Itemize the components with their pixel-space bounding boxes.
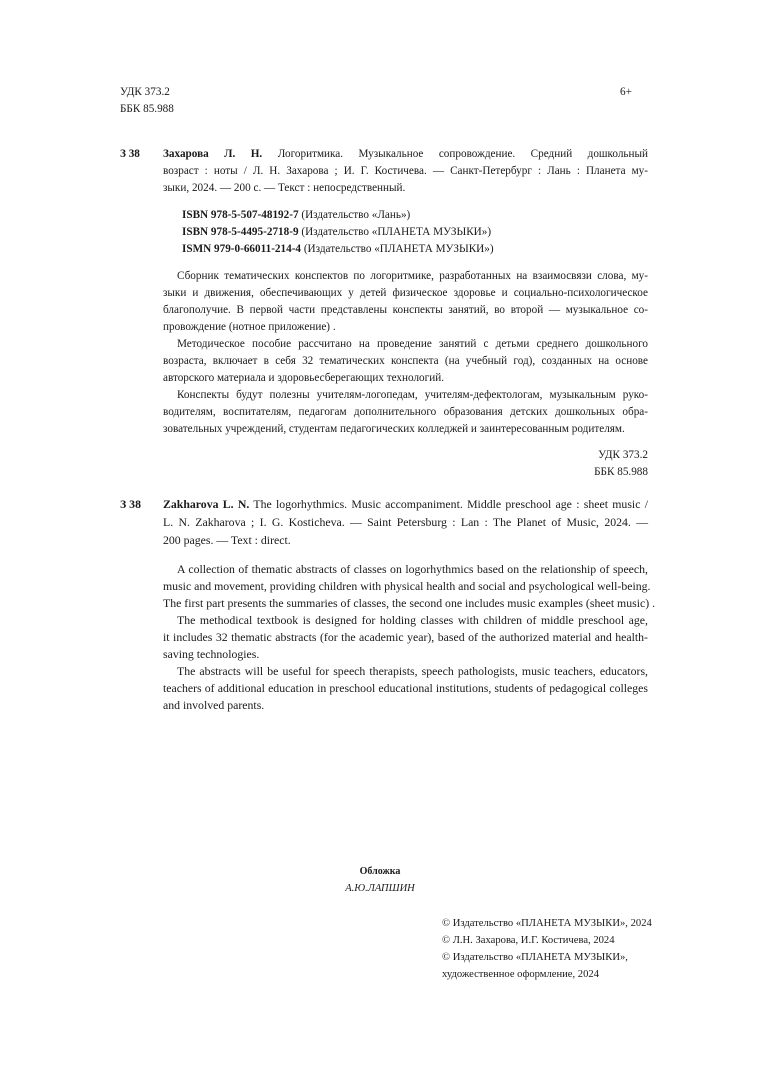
en-abstract-line: it includes 32 thematic abstracts (for the academic year), based of the authorized material and health- — [163, 630, 648, 644]
en-abstract-line: teachers of additional education in preschool educational institutions, students of pedagogical colleges — [163, 681, 648, 695]
en-abstract-line: The abstracts will be useful for speech therapists, speech pathologists, music teachers, educators, — [177, 664, 648, 678]
ru-abstract-line: водителям, воспитателям, педагогам дополнительного образования детских дошкольных обра- — [163, 406, 648, 418]
ru-abstract-line: провождение (нотное приложение) . — [163, 321, 336, 333]
en-abstract — [163, 561, 656, 714]
isbn-label: ISBN — [182, 209, 209, 221]
isbn-publisher: (Издательство «ПЛАНЕТА МУЗЫКИ») — [301, 226, 492, 238]
en-entry-code: З 38 — [120, 497, 141, 511]
ru-abstract — [163, 268, 648, 438]
isbn-number: 978-5-507-48192-7 — [210, 209, 299, 221]
ru-abstract-line: авторского материала и здоровьесберегающих технологий. — [163, 372, 444, 384]
copyright-line: © Л.Н. Захарова, И.Г. Костичева, 2024 — [442, 935, 615, 946]
en-entry-title: The logorhythmics. Music accompaniment. Middle preschool age : sheet music / — [253, 497, 648, 511]
en-abstract-line: music and movement, providing children with physical health and social and psychological well-being. — [163, 579, 651, 593]
isbn-label: ISBN — [182, 226, 209, 238]
en-abstract-line: and involved parents. — [163, 698, 265, 712]
ru-abstract-line: зовательных учреждений, студентам педагогических колледжей и заинтересованным родителям. — [163, 423, 625, 435]
ismn-publisher: (Издательство «ПЛАНЕТА МУЗЫКИ») — [303, 243, 494, 255]
udk-code: УДК 373.2 — [120, 86, 170, 98]
ru-entry-author: Захарова Л. Н. — [163, 148, 263, 160]
cover-credit — [310, 863, 450, 897]
ismn-number: 979-0-66011-214-4 — [214, 243, 302, 255]
en-entry-author: Zakharova L. N. — [163, 497, 250, 511]
en-abstract-line: The methodical textbook is designed for holding classes with children of middle preschool age, — [177, 613, 648, 627]
ru-abstract-line: зыки и движения, обеспечивающих у детей физическое здоровье и социально-психологическое — [163, 287, 648, 299]
isbn-row — [182, 225, 494, 240]
ru-abstract-line: возраста, включает в себя 32 тематических конспекта (на учебный год), созданных на основе — [163, 355, 648, 367]
ru-entry-line-3: зыки, 2024. — 200 с. — Текст : непосредственный. — [163, 182, 406, 194]
ru-abstract-line: Методическое пособие рассчитано на проведение занятий с детьми среднего дошкольного — [177, 338, 648, 350]
ru-entry-line-2: возраст : ноты / Л. Н. Захарова ; И. Г. Костичева. — Санкт-Петербург : Лань : Планета му- — [163, 165, 648, 177]
bbk-code: ББК 85.988 — [120, 103, 174, 115]
ru-entry-line-1 — [163, 146, 648, 163]
en-entry-line-2: L. N. Zakharova ; I. G. Kosticheva. — Saint Petersburg : Lan : The Planet of Music, 2024. — — [163, 515, 648, 529]
ru-abstract-line: Сборник тематических конспектов по логоритмике, разработанных на взаимосвязи слова, му- — [177, 270, 648, 282]
en-abstract-line: The first part presents the summaries of classes, the second one includes music examples (sheet music) . — [163, 596, 656, 610]
bbk-code-right: ББК 85.988 — [594, 466, 648, 478]
ismn-row — [182, 242, 494, 257]
ismn-label: ISMN — [182, 243, 212, 255]
en-abstract-line: A collection of thematic abstracts of classes on logorhythmics based on the relationship of speech, — [177, 562, 648, 576]
udk-code-right: УДК 373.2 — [598, 449, 648, 461]
copyright-block — [442, 915, 652, 983]
isbn-publisher: (Издательство «Лань») — [301, 209, 411, 221]
ru-abstract-line: Конспекты будут полезны учителям-логопедам, учителям-дефектологам, музыкальным руко- — [177, 389, 648, 401]
copyright-line: © Издательство «ПЛАНЕТА МУЗЫКИ», — [442, 952, 628, 963]
ru-entry-code: З 38 — [120, 148, 140, 160]
en-entry-line-1 — [163, 496, 648, 513]
cover-credit-name: А.Ю.ЛАПШИН — [345, 883, 415, 894]
en-abstract-line: saving technologies. — [163, 647, 260, 661]
en-entry-line-3: 200 pages. — Text : direct. — [163, 533, 291, 547]
isbn-number: 978-5-4495-2718-9 — [210, 226, 299, 238]
copyright-line: художественное оформление, 2024 — [442, 969, 599, 980]
cover-credit-label: Обложка — [359, 866, 401, 877]
isbn-list — [182, 208, 494, 257]
copyright-line: © Издательство «ПЛАНЕТА МУЗЫКИ», 2024 — [442, 918, 652, 929]
ru-entry-title: Логоритмика. Музыкальное сопровождение. Средний дошкольный — [277, 148, 649, 160]
ru-abstract-line: благополучие. В первой части представлены конспекты занятий, во второй — музыкальное со- — [163, 304, 648, 316]
age-rating: 6+ — [620, 86, 632, 98]
isbn-row — [182, 208, 494, 223]
